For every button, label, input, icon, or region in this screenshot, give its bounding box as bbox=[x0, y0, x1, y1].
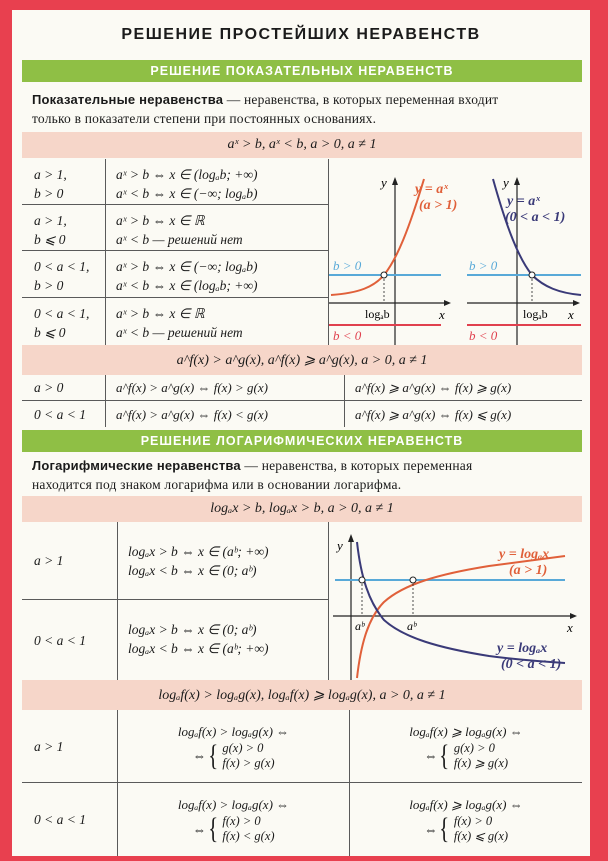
exp-row1-body: aˣ > b ⇔ x ∈ (logₐb; +∞) aˣ < b ⇔ x ∈ (−∞; logₐb) bbox=[106, 159, 328, 204]
exp-definition bbox=[32, 90, 580, 128]
exp-term: Показательные неравенства bbox=[32, 92, 224, 107]
log-graph-x-arrow bbox=[570, 613, 577, 619]
exp-graph1-point bbox=[381, 272, 387, 278]
log-graph-func1: y = logₐx bbox=[499, 547, 550, 562]
log-row1-cond: a > 1 bbox=[22, 522, 117, 599]
log-definition bbox=[32, 456, 580, 494]
exp-row4-body: aˣ > b ⇔ x ∈ ℝ aˣ < b — решений нет bbox=[106, 298, 328, 345]
exp-graph1-curve bbox=[331, 179, 424, 295]
exp-row2-cond: a > 1, b ⩽ 0 bbox=[22, 205, 105, 250]
exp-graph1-func: y = aˣ bbox=[415, 182, 448, 197]
log-func-condition-band bbox=[22, 680, 582, 710]
log-condition-band bbox=[22, 496, 582, 522]
poster-sheet bbox=[12, 10, 590, 856]
exp-definition-rest: — неравенства, в которых переменная входит bbox=[223, 92, 499, 107]
log-condition: logₐx > b, logₐx > b, a > 0, a ≠ 1 bbox=[210, 501, 394, 516]
log-func-row2-cond: 0 < a < 1 bbox=[22, 783, 117, 856]
exp-row4-cond: 0 < a < 1, b ⩽ 0 bbox=[22, 298, 105, 345]
exp-table bbox=[22, 159, 582, 345]
exp-graph1-x-label: x bbox=[439, 307, 445, 322]
exp-func-row2-nonstrict: a^f(x) ⩾ a^g(x) ⇔ f(x) ⩽ g(x) bbox=[345, 401, 582, 427]
log-func-row1-strict: logₐf(x) > logₐg(x) ⇔ ⇔ { g(x) > 0 f(x) > g(x) bbox=[118, 710, 349, 782]
exp-func-row2-strict: a^f(x) > a^g(x) ⇔ f(x) < g(x) bbox=[106, 401, 344, 427]
log-func-row1-cond: a > 1 bbox=[22, 710, 117, 782]
exp-func-row2-cond: 0 < a < 1 bbox=[22, 401, 105, 427]
exp-section-header: РЕШЕНИЕ ПОКАЗАТЕЛЬНЫХ НЕРАВЕНСТВ bbox=[22, 60, 582, 82]
log-graph-y-arrow bbox=[348, 534, 354, 542]
log-func-condition: logₐf(x) > logₐg(x), logₐf(x) ⩾ logₐg(x), a > 0, a ≠ 1 bbox=[158, 687, 446, 703]
log-func-table bbox=[22, 710, 582, 856]
page-title: РЕШЕНИЕ ПРОСТЕЙШИХ НЕРАВЕНСТВ bbox=[121, 26, 481, 43]
exp-graph2-func: y = aˣ bbox=[507, 194, 540, 209]
exp-graph1-x-arrow bbox=[444, 300, 451, 306]
exp-graph1-param: (a > 1) bbox=[419, 198, 458, 213]
log-func-row2-nonstrict: logₐf(x) ⩾ logₐg(x) ⇔ ⇔ { f(x) > 0 f(x) ⩽ g(x) bbox=[350, 783, 582, 856]
exp-row1-cond: a > 1, b > 0 bbox=[22, 159, 105, 204]
exp-graph1-point-label: logₐb bbox=[365, 307, 390, 321]
exp-graphs-cell bbox=[329, 159, 582, 345]
exp-func-row1-nonstrict: a^f(x) ⩾ a^g(x) ⇔ f(x) ⩾ g(x) bbox=[345, 375, 582, 400]
exp-graph2-point bbox=[529, 272, 535, 278]
exp-func-row1-strict: a^f(x) > a^g(x) ⇔ f(x) > g(x) bbox=[106, 375, 344, 400]
exp-graph2-param: (0 < a < 1) bbox=[505, 210, 566, 225]
log-graph-y-label: y bbox=[337, 538, 343, 553]
log-graph-point-label-1: aᵇ bbox=[355, 619, 365, 633]
exp-func-condition-band bbox=[22, 345, 582, 375]
exp-definition-line2: только в показатели степени при постоянных основаниях. bbox=[32, 111, 377, 126]
exp-graph2-y-arrow bbox=[514, 177, 520, 185]
exp-row3-cond: 0 < a < 1, b > 0 bbox=[22, 251, 105, 297]
log-graph-point-1 bbox=[359, 577, 365, 583]
log-graph-cell bbox=[329, 522, 582, 680]
exp-graph2-y-label: y bbox=[503, 175, 509, 190]
exp-condition: aˣ > b, aˣ < b, a > 0, a ≠ 1 bbox=[227, 137, 377, 152]
log-row2-body: logₐx > b ⇔ x ∈ (0; aᵇ) logₐx < b ⇔ x ∈ (aᵇ; +∞) bbox=[118, 600, 328, 680]
exp-row2-body: aˣ > b ⇔ x ∈ ℝ aˣ < b — решений нет bbox=[106, 205, 328, 250]
exp-graph2-point-label: logₐb bbox=[523, 307, 548, 321]
exp-condition-band bbox=[22, 132, 582, 158]
log-func-row2-strict: logₐf(x) > logₐg(x) ⇔ ⇔ { f(x) > 0 f(x) < g(x) bbox=[118, 783, 349, 856]
log-row2-cond: 0 < a < 1 bbox=[22, 600, 117, 680]
log-table bbox=[22, 522, 582, 680]
exp-graph-2 bbox=[467, 175, 581, 345]
log-row1-body: logₐx > b ⇔ x ∈ (aᵇ; +∞) logₐx < b ⇔ x ∈ (0; aᵇ) bbox=[118, 522, 328, 599]
exp-graph1-b-pos: b > 0 bbox=[333, 258, 362, 273]
log-graph-param1: (a > 1) bbox=[509, 563, 548, 578]
exp-graph1-b-neg: b < 0 bbox=[333, 328, 362, 343]
log-graph bbox=[329, 522, 582, 680]
exp-row3-body: aˣ > b ⇔ x ∈ (−∞; logₐb) aˣ < b ⇔ x ∈ (logₐb; +∞) bbox=[106, 251, 328, 297]
log-graph-point-label-2: aᵇ bbox=[407, 619, 417, 633]
log-definition-line2: находится под знаком логарифма или в основании логарифма. bbox=[32, 477, 402, 492]
exp-func-row1-cond: a > 0 bbox=[22, 375, 105, 400]
exp-func-table bbox=[22, 375, 582, 427]
exp-graph1-y-label: y bbox=[381, 175, 387, 190]
log-section-header: РЕШЕНИЕ ЛОГАРИФМИЧЕСКИХ НЕРАВЕНСТВ bbox=[22, 430, 582, 452]
exp-graph2-x-label: x bbox=[568, 307, 574, 322]
exp-graph2-b-neg: b < 0 bbox=[469, 328, 498, 343]
exp-graph1-y-arrow bbox=[392, 177, 398, 185]
exp-graph2-b-pos: b > 0 bbox=[469, 258, 498, 273]
log-term: Логарифмические неравенства bbox=[32, 458, 241, 473]
log-func-row1-nonstrict: logₐf(x) ⩾ logₐg(x) ⇔ ⇔ { g(x) > 0 f(x) ⩾ g(x) bbox=[350, 710, 582, 782]
exp-graph2-x-arrow bbox=[573, 300, 580, 306]
log-definition-rest: — неравенства, в которых переменная bbox=[240, 458, 473, 473]
log-graph-x-label: x bbox=[567, 620, 573, 635]
log-graph-func2: y = logₐx bbox=[497, 641, 548, 656]
log-graph-point-2 bbox=[410, 577, 416, 583]
log-graph-param2: (0 < a < 1) bbox=[501, 657, 562, 672]
exp-graph-1 bbox=[329, 159, 582, 345]
exp-func-condition: a^f(x) > a^g(x), a^f(x) ⩾ a^g(x), a > 0, a ≠ 1 bbox=[176, 352, 428, 368]
